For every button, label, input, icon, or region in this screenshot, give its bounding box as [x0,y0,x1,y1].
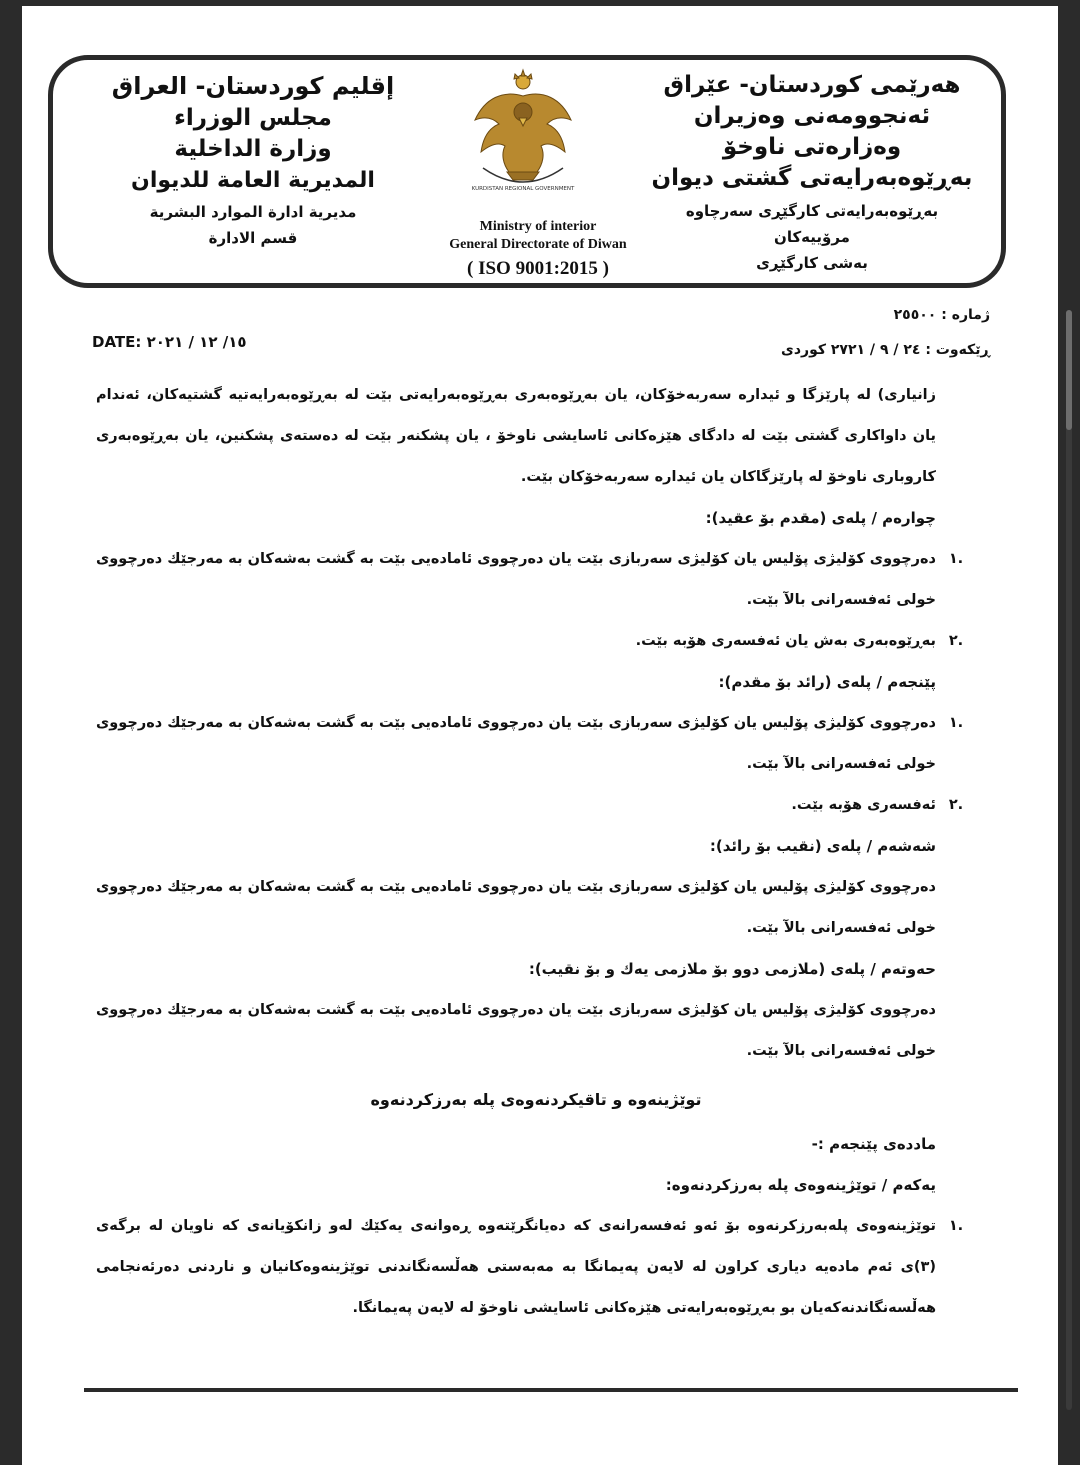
footer-rule [84,1388,1018,1392]
reference-number: ژمارە : ٢٥٥٠٠ [893,307,990,323]
section-5-item-1 [96,703,976,785]
section-6-heading: شەشەم / پلەی (نقیب بۆ رائد): [709,837,936,855]
letterhead-kurdish [647,70,977,276]
kurdish-line-2: ئەنجوومەنی وەزیران [693,103,931,129]
item-number: .٢ [948,633,964,649]
emblem-caption: KURDISTAN REGIONAL GOVERNMENT [471,186,575,192]
letterhead-frame [48,55,1006,288]
item-number: .١ [948,715,964,731]
section-7-heading: حەوتەم / پلەی (ملازمی دوو بۆ ملازمی یەك و بۆ نقیب): [528,960,936,978]
date-english: DATE: ١٥/ ١٢ / ٢٠٢١ [92,333,247,351]
arabic-line-6: قسم الادارة [208,229,298,247]
section-4-heading: چوارەم / پلەی (مقدم بۆ عقید): [705,509,936,527]
reference-date-kurdish: ڕێکەوت : ٢٤ / ٩ / ٢٧٢١ کوردی [781,342,990,358]
reference-block [781,298,990,368]
arabic-line-3: وزارة الداخلية [174,136,332,162]
item-number: .١ [948,1218,964,1234]
kurdish-line-4: بەڕێوەبەرایەتی گشتی دیوان [651,165,973,191]
item-text: دەرچووی کۆلیژی پۆلیس یان کۆلیژی سەربازی بێت یان دەرچووی ئامادەیی بێت بە گشت بەشەکان بە مەرجێك دەرچووی خولی ئەفسەرانی بالآ بێت. [96,715,936,772]
kurdish-line-3: وەزارەتی ناوخۆ [722,134,902,160]
kurdish-line-1: هەرێمی کوردستان- عێراق [663,72,961,98]
item-text: توێژینەوەی پلەبەرزکرنەوە بۆ ئەو ئەفسەرانەی کە دەیانگرێتەوە ڕەوانەی یەکێك لەو زانکۆیانەی کە ناویان لە برگەی (٣)ی ئەم مادەیە دیاری کراون لە لایەن پەیمانگا بە مەبەستی هەڵسەنگاندنی توێژینەوەکانیان و ناردنی دەرئەنجامی هەڵسەنگاندنەکەیان بو بەڕێوەبەرایەتی هێزەکانی ئاسایشی ناوخۆ لە لایەن پەیمانگا. [96,1218,936,1316]
kurdish-line-6: بەشی کارگێڕی [756,254,868,272]
section-6-text: دەرچووی کۆلیژی پۆلیس یان کۆلیژی سەربازی بێت یان دەرچووی ئامادەیی بێت بە گشت بەشەکان بە مەرجێك دەرچووی خولی ئەفسەرانی بالآ بێت. [96,879,936,936]
arabic-line-5: مديرية ادارة الموارد البشرية [149,203,357,221]
section-7-text: دەرچووی کۆلیژی پۆلیس یان کۆلیژی سەربازی بێت یان دەرچووی ئامادەیی بێت بە گشت بەشەکان بە مەرجێك دەرچووی خولی ئەفسەرانی بالآ بێت. [96,1002,936,1059]
letterhead-english [433,218,643,282]
item-number: .١ [948,551,964,567]
item-text: بەڕێوەبەری بەش یان ئەفسەری هۆبە بێت. [635,633,936,649]
english-line-2: General Directorate of Diwan [449,237,627,252]
intro-paragraph: زانیاری) لە پارێزگا و ئیدارە سەربەخۆکان، یان بەڕێوەبەری بەڕێوەبەرایەتی بێت لە بەڕێوەبەرایەتیە گشتیەکان، ئەندام یان داواکاری گشتی بێت لە دادگای هێزەکانی ئاسایشی ناوخۆ ، یان پشکنەر بێت لە دەستەی پشکنین، یان بەڕێوەبەری کاروباری ناوخۆ لە پارێزگاکان یان ئیدارە سەربەخۆکان بێت. [96,387,936,485]
arabic-line-1: إقليم كوردستان- العراق [111,72,395,100]
first-heading: یەکەم / توێژینەوەی پلە بەرزکردنەوە: [665,1176,936,1194]
scrollbar-track[interactable] [1066,310,1072,1410]
item-number: .٢ [948,797,964,813]
english-line-1: Ministry of interior [479,219,597,234]
krg-eagle-emblem-icon [463,68,583,198]
section-5-item-2 [96,785,976,826]
arabic-line-4: المديرية العامة للديوان [131,168,375,193]
section-4-item-2 [96,621,976,662]
item-text: دەرچووی کۆلیژی پۆلیس یان کۆلیژی سەربازی بێت یان دەرچووی ئامادەیی بێت بە گشت بەشەکان بە مەرجێك دەرچووی خولی ئەفسەرانی بالآ بێت. [96,551,936,608]
scrollbar-thumb[interactable] [1066,310,1072,430]
arabic-line-2: مجلس الوزراء [174,105,332,131]
document-body [96,375,976,1329]
section-5-heading: پێنجەم / پلەی (رائد بۆ مقدم): [718,673,936,691]
article-label: ماددەی پێنجەم :- [811,1135,936,1153]
item-text: ئەفسەری هۆبە بێت. [791,797,936,813]
first-item-1 [96,1206,976,1329]
letterhead-arabic [103,70,403,251]
section-title: توێژینەوە و تاقیکردنەوەی پلە بەرزکردنەوە [370,1090,702,1109]
section-4-item-1 [96,539,976,621]
kurdish-line-5: بەڕێوەبەرایەتی کارگێڕی سەرچاوە مرۆییەکان [685,202,939,246]
iso-label: ( ISO 9001:2015 ) [467,258,609,279]
